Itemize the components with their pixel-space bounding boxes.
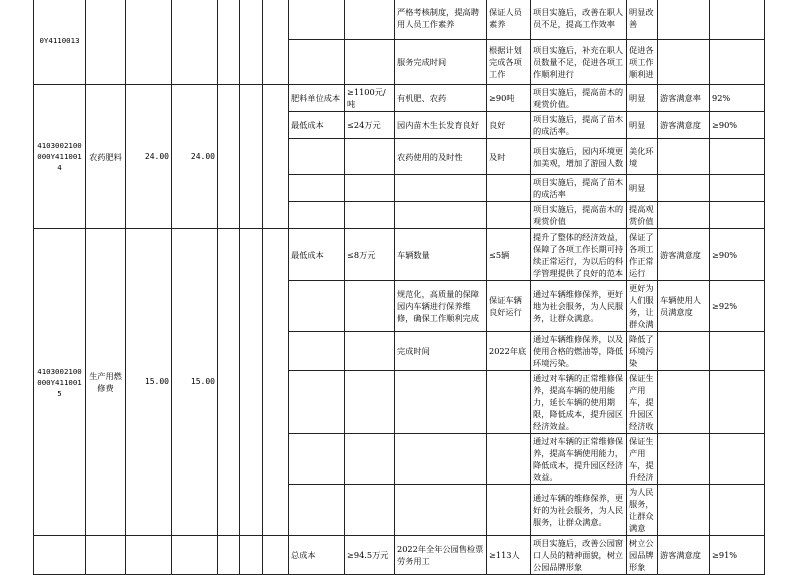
satisfaction-value xyxy=(710,371,765,434)
cost-standard xyxy=(345,332,395,371)
satisfaction-value xyxy=(710,434,765,485)
satisfaction-value xyxy=(710,202,765,229)
benefit-description: 项目实施后，提高苗木的观赏价值。 xyxy=(531,85,627,112)
performance-table xyxy=(33,0,765,575)
benefit-description: 项目实施后，提高了苗木的成活率。 xyxy=(531,112,627,139)
cost-metric xyxy=(289,332,345,371)
project-name: 生产用燃修费 xyxy=(86,229,126,536)
benefit-description: 项目实施后，园内环境更加美观，增加了游园人数 xyxy=(531,139,627,175)
satisfaction-value: ≥90% xyxy=(710,112,765,139)
amount-fiscal xyxy=(172,536,218,575)
benefit-effect: 保证了各项工作正常运行 xyxy=(627,229,658,281)
satisfaction-indicator xyxy=(658,371,710,434)
output-target xyxy=(487,434,531,485)
blank-cell xyxy=(218,536,240,575)
satisfaction-indicator xyxy=(658,139,710,175)
project-name xyxy=(86,0,126,85)
amount-total: 24.00 xyxy=(126,85,172,229)
satisfaction-indicator: 游客满意度 xyxy=(658,536,710,575)
cost-metric: 总成本 xyxy=(289,536,345,575)
cost-standard xyxy=(345,0,395,40)
benefit-description: 项目实施后，改善公园窗口人员的精神面貌，树立公园品牌形象 xyxy=(531,536,627,575)
satisfaction-value xyxy=(710,0,765,40)
benefit-effect: 明显 xyxy=(627,85,658,112)
blank-cell xyxy=(218,229,240,536)
blank-cell xyxy=(240,229,263,536)
output-indicator: 规范化，高质量的保障园内车辆进行保养维修，确保工作顺利完成 xyxy=(395,281,487,332)
output-target: ≥90吨 xyxy=(487,85,531,112)
cost-standard xyxy=(345,139,395,175)
cost-metric: 最低成本 xyxy=(289,112,345,139)
cost-metric xyxy=(289,485,345,536)
cost-metric xyxy=(289,202,345,229)
satisfaction-indicator xyxy=(658,332,710,371)
satisfaction-value: 92% xyxy=(710,85,765,112)
benefit-effect: 明显 xyxy=(627,175,658,202)
benefit-description: 项目实施后，改善在职人员不足，提高工作效率 xyxy=(531,0,627,40)
satisfaction-indicator xyxy=(658,0,710,40)
benefit-description: 通过车辆维修保养，更好地为社会服务，为人民服务，让群众满意。 xyxy=(531,281,627,332)
cost-metric xyxy=(289,139,345,175)
benefit-description: 通过车辆维修保养，以及使用合格的燃油等，降低环境污染。 xyxy=(531,332,627,371)
benefit-effect: 树立公园品牌形象 xyxy=(627,536,658,575)
satisfaction-value: ≥90% xyxy=(710,229,765,281)
cost-standard: ≤8万元 xyxy=(345,229,395,281)
benefit-effect: 保证生产用车，提升园区经济收 xyxy=(627,371,658,434)
benefit-description: 项目实施后，提高了苗木的成活率 xyxy=(531,175,627,202)
blank-cell xyxy=(263,85,289,229)
output-target xyxy=(487,371,531,434)
benefit-effect: 促进各项工作顺利进 xyxy=(627,40,658,85)
cost-metric xyxy=(289,40,345,85)
benefit-description: 通过车辆的维修保养，更好的为社会服务，为人民服务，让群众满意。 xyxy=(531,485,627,536)
project-code xyxy=(34,536,86,575)
output-indicator xyxy=(395,202,487,229)
output-indicator: 车辆数量 xyxy=(395,229,487,281)
benefit-effect: 明显 xyxy=(627,112,658,139)
benefit-effect: 更好为人们服务，让群众满 xyxy=(627,281,658,332)
table-row xyxy=(34,536,765,575)
amount-fiscal: 24.00 xyxy=(172,85,218,229)
satisfaction-value: ≥92% xyxy=(710,281,765,332)
satisfaction-indicator xyxy=(658,434,710,485)
satisfaction-indicator xyxy=(658,40,710,85)
blank-cell xyxy=(218,0,240,85)
output-target: 良好 xyxy=(487,112,531,139)
cost-standard xyxy=(345,371,395,434)
output-target xyxy=(487,485,531,536)
output-indicator xyxy=(395,434,487,485)
table-row xyxy=(34,0,765,40)
cost-standard xyxy=(345,281,395,332)
output-indicator xyxy=(395,371,487,434)
satisfaction-value xyxy=(710,40,765,85)
satisfaction-value: ≥91% xyxy=(710,536,765,575)
project-code: 0Y4110013 xyxy=(34,0,86,85)
cost-standard: ≤24万元 xyxy=(345,112,395,139)
output-target: ≤5辆 xyxy=(487,229,531,281)
benefit-effect: 保证生产用车，提升经济 xyxy=(627,434,658,485)
benefit-description: 项目实施后，补充在职人员数量不足，促进各项工作顺利进行 xyxy=(531,40,627,85)
benefit-effect: 降低了环境污染 xyxy=(627,332,658,371)
output-indicator: 有机肥、农药 xyxy=(395,85,487,112)
output-indicator xyxy=(395,175,487,202)
cost-metric: 最低成本 xyxy=(289,229,345,281)
table-body xyxy=(34,0,765,575)
output-target: 根据计划完成各项工作 xyxy=(487,40,531,85)
cost-metric xyxy=(289,371,345,434)
satisfaction-indicator xyxy=(658,175,710,202)
satisfaction-value xyxy=(710,485,765,536)
benefit-effect: 提高观赏价值 xyxy=(627,202,658,229)
cost-standard: ≥1100元/吨 xyxy=(345,85,395,112)
cost-standard xyxy=(345,202,395,229)
benefit-description: 通过对车辆的正常维修保养，提高车辆使用能力，降低成本，提升园区经济效益。 xyxy=(531,434,627,485)
satisfaction-indicator: 游客满意度 xyxy=(658,229,710,281)
satisfaction-indicator: 游客满意度 xyxy=(658,112,710,139)
cost-standard xyxy=(345,485,395,536)
project-name: 农药肥料 xyxy=(86,85,126,229)
blank-cell xyxy=(218,85,240,229)
cost-metric xyxy=(289,281,345,332)
blank-cell xyxy=(240,536,263,575)
output-target: ≥113人 xyxy=(487,536,531,575)
cost-metric xyxy=(289,434,345,485)
satisfaction-value xyxy=(710,332,765,371)
cost-standard xyxy=(345,40,395,85)
cost-metric xyxy=(289,0,345,40)
blank-cell xyxy=(263,0,289,85)
satisfaction-indicator: 车辆使用人员满意度 xyxy=(658,281,710,332)
project-code: 4103002100000Y4110014 xyxy=(34,85,86,229)
benefit-effect: 明显改善 xyxy=(627,0,658,40)
output-indicator: 2022年全年公园售检票劳务用工 xyxy=(395,536,487,575)
output-indicator: 严格考核制度，提高聘用人员工作素养 xyxy=(395,0,487,40)
output-indicator: 农药使用的及时性 xyxy=(395,139,487,175)
satisfaction-indicator xyxy=(658,202,710,229)
satisfaction-value xyxy=(710,175,765,202)
project-code: 4103002100000Y4110015 xyxy=(34,229,86,536)
satisfaction-indicator xyxy=(658,485,710,536)
blank-cell xyxy=(263,229,289,536)
cost-standard: ≥94.5万元 xyxy=(345,536,395,575)
amount-fiscal: 15.00 xyxy=(172,229,218,536)
benefit-description: 通过对车辆的正常维修保养，提高车辆的使用能力，延长车辆的使用期限，降低成本，提升园区经济效益。 xyxy=(531,371,627,434)
blank-cell xyxy=(240,85,263,229)
cost-standard xyxy=(345,434,395,485)
output-indicator: 完成时间 xyxy=(395,332,487,371)
output-target: 保证车辆良好运行 xyxy=(487,281,531,332)
amount-total: 15.00 xyxy=(126,229,172,536)
output-target: 及时 xyxy=(487,139,531,175)
cost-metric xyxy=(289,175,345,202)
table-row xyxy=(34,229,765,281)
table-row xyxy=(34,85,765,112)
output-indicator: 园内苗木生长发育良好 xyxy=(395,112,487,139)
output-target xyxy=(487,175,531,202)
output-target xyxy=(487,202,531,229)
satisfaction-value xyxy=(710,139,765,175)
cost-standard xyxy=(345,175,395,202)
benefit-effect: 美化环境 xyxy=(627,139,658,175)
amount-fiscal xyxy=(172,0,218,85)
amount-total xyxy=(126,536,172,575)
output-indicator: 服务完成时间 xyxy=(395,40,487,85)
satisfaction-indicator: 游客满意率 xyxy=(658,85,710,112)
blank-cell xyxy=(263,536,289,575)
benefit-description: 项目实施后，提高苗木的观赏价值 xyxy=(531,202,627,229)
project-name xyxy=(86,536,126,575)
output-target: 2022年底 xyxy=(487,332,531,371)
benefit-description: 提升了整体的经济效益，保障了各项工作长期可持续正常运行，为以后的科学管理提供了良好的范本 xyxy=(531,229,627,281)
output-indicator xyxy=(395,485,487,536)
cost-metric: 肥料单位成本 xyxy=(289,85,345,112)
blank-cell xyxy=(240,0,263,85)
amount-total xyxy=(126,0,172,85)
output-target: 保证人员素养 xyxy=(487,0,531,40)
benefit-effect: 为人民服务，让群众满意 xyxy=(627,485,658,536)
